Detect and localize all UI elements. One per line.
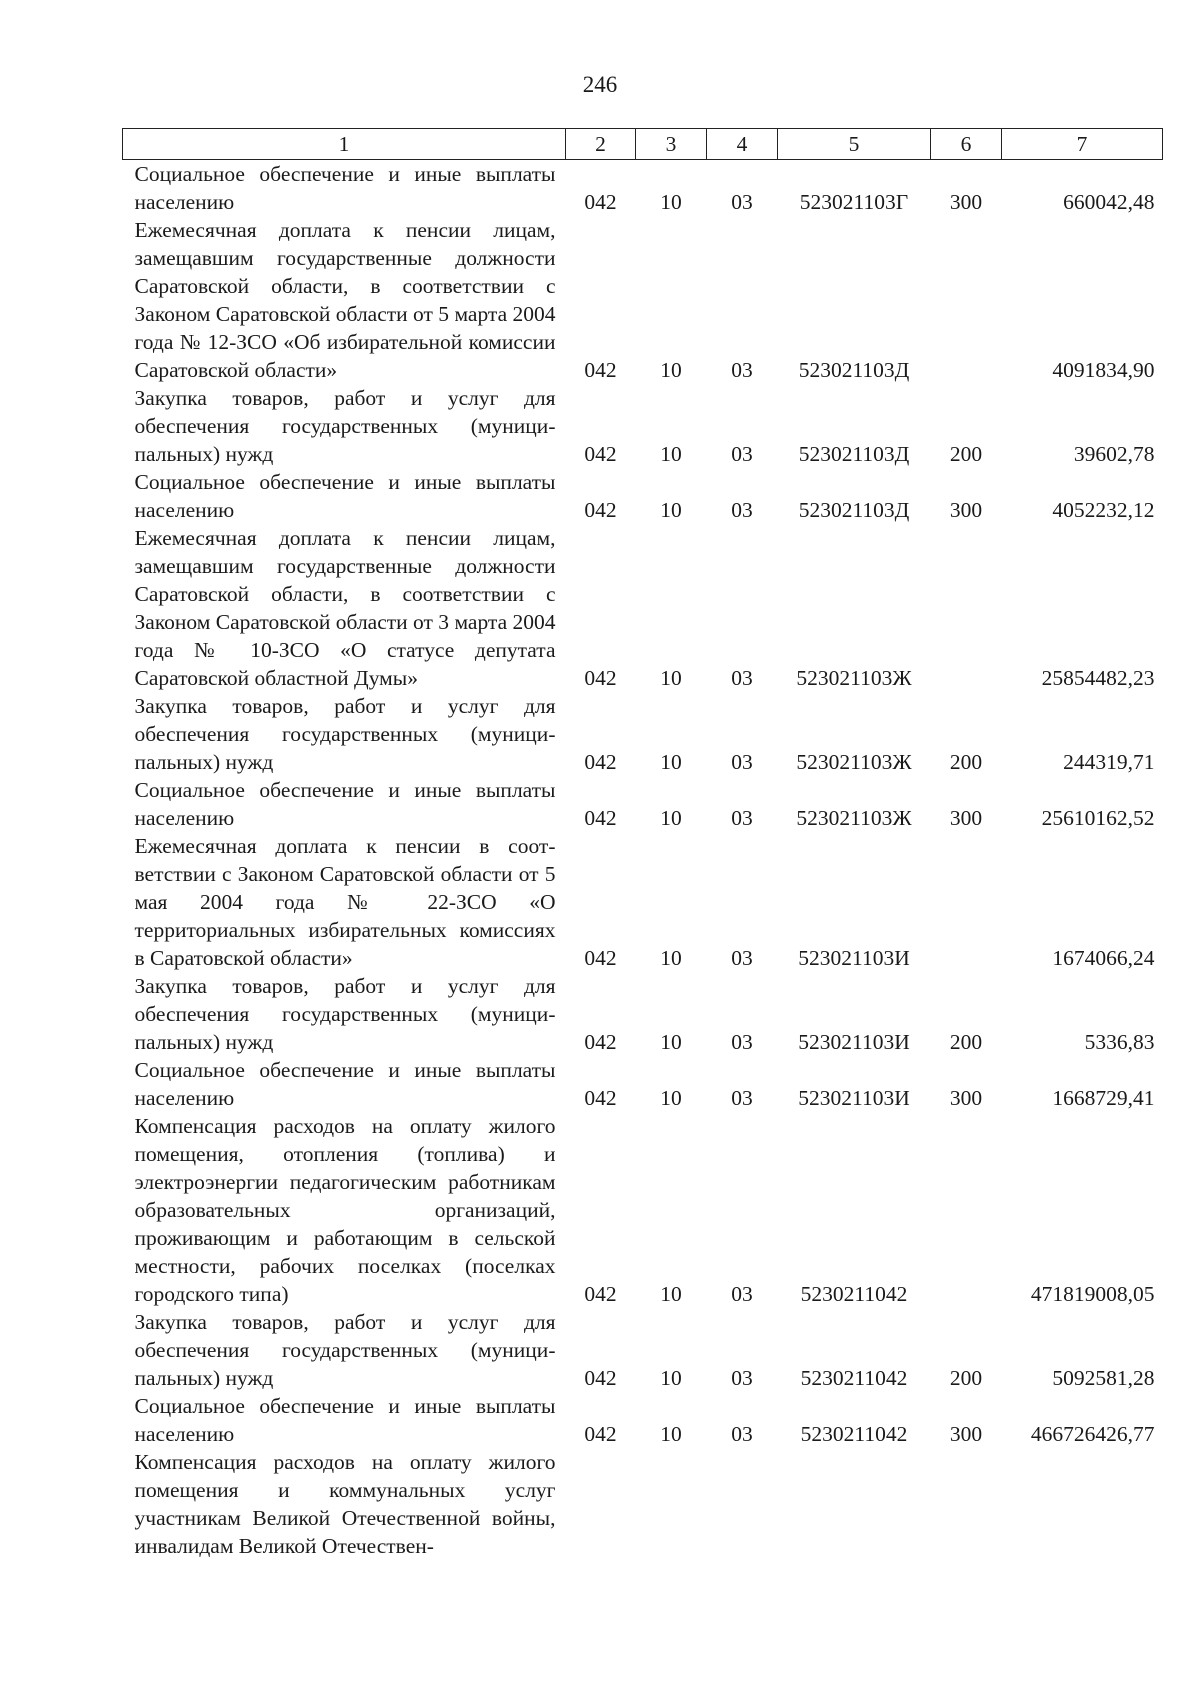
table-row	[123, 832, 1163, 972]
row-amount: 1668729,41	[1052, 1086, 1155, 1110]
row-col-4: 03	[731, 1030, 753, 1054]
row-col-6: 200	[949, 442, 983, 466]
row-col-6	[931, 524, 1002, 692]
row-col-3: 10	[660, 1282, 682, 1306]
row-col-2: 042	[584, 498, 617, 522]
row-code: 523021103И	[798, 1086, 910, 1110]
row-col-6: 300	[949, 806, 983, 830]
table-row	[123, 384, 1163, 468]
row-name: Социальное обеспечение и иные выплаты населению	[134, 1394, 556, 1446]
row-amount: 25854482,23	[1041, 666, 1155, 690]
row-col-3: 10	[660, 1422, 682, 1446]
row-name: Ежемесячная доплата к пенсии лицам, замещавшим государственные должности Саратовской области, в соответствии с Законом Саратовской области от 3 марта 2004 года № 10-ЗСО «О статусе депутата Саратовской областной Думы»	[134, 526, 556, 690]
row-col-2: 042	[584, 442, 617, 466]
table-row	[123, 1112, 1163, 1308]
row-col-2: 042	[584, 946, 617, 970]
row-name: Социальное обеспечение и иные выплаты населению	[134, 470, 556, 522]
row-name: Компенсация расходов на оплату жилого помещения, отопления (топлива) и электроэнергии педагогическим работникам образовательных организаций, проживающим и работающим в сельской местности, рабочих поселках (поселках городского типа)	[134, 1114, 556, 1306]
row-code: 523021103Ж	[796, 666, 912, 690]
row-col-3: 10	[660, 750, 682, 774]
row-amount: 39602,78	[1073, 442, 1155, 466]
header-col-7: 7	[1002, 129, 1163, 160]
row-col-3: 10	[660, 1030, 682, 1054]
row-col-2: 042	[584, 1366, 617, 1390]
row-col-3: 10	[660, 666, 682, 690]
row-col-2: 042	[584, 1030, 617, 1054]
row-col-6: 300	[949, 498, 983, 522]
header-row	[123, 129, 1163, 160]
header-col-2: 2	[566, 129, 636, 160]
table-row	[123, 1448, 1163, 1560]
row-col-6	[931, 1112, 1002, 1308]
table-body	[123, 160, 1163, 1561]
row-col-6: 200	[949, 750, 983, 774]
budget-table	[122, 128, 1163, 1560]
row-code: 523021103И	[798, 1030, 910, 1054]
row-name: Закупка товаров, работ и услуг для обеспечения государственных (муниципальных) нужд	[134, 694, 556, 774]
table-row	[123, 468, 1163, 524]
row-amount: 5336,83	[1084, 1030, 1155, 1054]
row-amount: 660042,48	[1063, 190, 1155, 214]
row-col-2: 042	[584, 750, 617, 774]
row-col-6	[931, 1448, 1002, 1560]
row-name: Закупка товаров, работ и услуг для обеспечения государственных (муниципальных) нужд	[134, 1310, 556, 1390]
row-col-2: 042	[584, 190, 617, 214]
row-name: Социальное обеспечение и иные выплаты населению	[134, 162, 556, 214]
header-col-4: 4	[707, 129, 778, 160]
table-row	[123, 1056, 1163, 1112]
row-code: 523021103Д	[798, 442, 910, 466]
row-col-3	[636, 1448, 707, 1560]
row-col-4: 03	[731, 946, 753, 970]
row-code: 523021103Д	[798, 358, 910, 382]
row-col-6: 200	[949, 1030, 983, 1054]
row-col-2: 042	[584, 806, 617, 830]
row-col-4: 03	[731, 750, 753, 774]
row-name: Компенсация расходов на оплату жилого помещения и коммунальных услуг участникам Великой Отечественной войны, инвалидам Великой Отечествен-	[134, 1450, 556, 1558]
row-col-2: 042	[584, 358, 617, 382]
row-col-4: 03	[731, 190, 753, 214]
row-col-6: 300	[949, 1086, 983, 1110]
table-row	[123, 692, 1163, 776]
header-col-3: 3	[636, 129, 707, 160]
row-code: 523021103Д	[798, 498, 910, 522]
row-col-2: 042	[584, 666, 617, 690]
row-col-4: 03	[731, 442, 753, 466]
row-col-2: 042	[584, 1282, 617, 1306]
row-name: Социальное обеспечение и иные выплаты населению	[134, 778, 556, 830]
row-code: 523021103Ж	[796, 750, 912, 774]
row-amount: 244319,71	[1063, 750, 1155, 774]
table-row	[123, 776, 1163, 832]
row-amount	[1002, 1448, 1163, 1560]
row-col-4: 03	[731, 1282, 753, 1306]
row-col-6	[931, 216, 1002, 384]
row-col-3: 10	[660, 1366, 682, 1390]
row-amount: 1674066,24	[1052, 946, 1155, 970]
table-row	[123, 1392, 1163, 1448]
row-col-2: 042	[584, 1086, 617, 1110]
row-col-3: 10	[660, 498, 682, 522]
row-col-4: 03	[731, 1086, 753, 1110]
row-amount: 4052232,12	[1052, 498, 1155, 522]
row-code: 5230211042	[800, 1422, 908, 1446]
row-col-4: 03	[731, 666, 753, 690]
row-col-3: 10	[660, 442, 682, 466]
row-col-2: 042	[584, 1422, 617, 1446]
row-col-3: 10	[660, 806, 682, 830]
row-col-3: 10	[660, 946, 682, 970]
table-row	[123, 216, 1163, 384]
row-code: 523021103И	[798, 946, 910, 970]
row-code: 5230211042	[800, 1282, 908, 1306]
row-col-4: 03	[731, 358, 753, 382]
row-col-6: 300	[949, 1422, 983, 1446]
table-header	[123, 129, 1163, 160]
row-amount: 25610162,52	[1041, 806, 1155, 830]
row-col-6	[931, 832, 1002, 972]
row-name: Закупка товаров, работ и услуг для обеспечения государственных (муниципальных) нужд	[134, 386, 556, 466]
row-col-4: 03	[731, 498, 753, 522]
table-row	[123, 1308, 1163, 1392]
header-col-1: 1	[123, 129, 566, 160]
row-col-6: 300	[949, 190, 983, 214]
row-amount: 4091834,90	[1052, 358, 1155, 382]
row-col-2	[566, 1448, 636, 1560]
table-row	[123, 524, 1163, 692]
table-row	[123, 160, 1163, 217]
row-amount: 471819008,05	[1030, 1282, 1155, 1306]
row-col-6: 200	[949, 1366, 983, 1390]
row-amount: 5092581,28	[1052, 1366, 1155, 1390]
row-amount: 466726426,77	[1030, 1422, 1155, 1446]
row-name: Социальное обеспечение и иные выплаты населению	[134, 1058, 556, 1110]
row-name: Закупка товаров, работ и услуг для обеспечения государственных (муниципальных) нужд	[134, 974, 556, 1054]
row-code: 523021103Ж	[796, 806, 912, 830]
row-name: Ежемесячная доплата к пенсии лицам, замещавшим государственные должности Саратовской области, в соответствии с Законом Саратовской области от 5 марта 2004 года № 12-ЗСО «Об избирательной комиссии Саратовской области»	[134, 218, 556, 382]
row-col-3: 10	[660, 358, 682, 382]
header-col-5: 5	[778, 129, 931, 160]
table-row	[123, 972, 1163, 1056]
row-code	[778, 1448, 931, 1560]
row-col-4: 03	[731, 1422, 753, 1446]
row-col-3: 10	[660, 1086, 682, 1110]
row-name: Ежемесячная доплата к пенсии в соответствии с Законом Саратовской области от 5 мая 2004 года № 22-ЗСО «О территориальных избирательных комиссиях в Саратовской области»	[134, 834, 556, 970]
header-col-6: 6	[931, 129, 1002, 160]
row-col-4	[707, 1448, 778, 1560]
row-col-4: 03	[731, 806, 753, 830]
row-code: 5230211042	[800, 1366, 908, 1390]
row-col-4: 03	[731, 1366, 753, 1390]
row-col-3: 10	[660, 190, 682, 214]
page-number: 246	[582, 72, 618, 97]
row-code: 523021103Г	[799, 190, 909, 214]
